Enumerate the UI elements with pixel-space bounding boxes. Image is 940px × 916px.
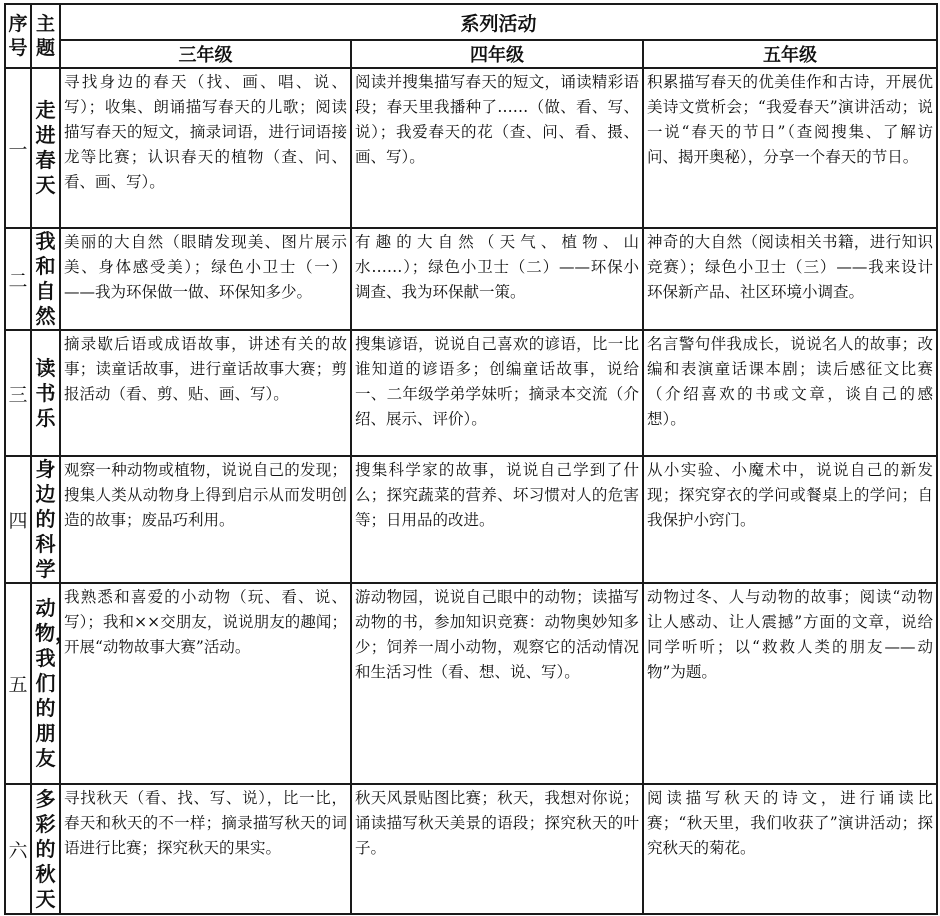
table-row	[5, 784, 937, 914]
cell-grade-4: 阅读并搜集描写春天的短文，诵读精彩语段；春天里我播种了……（做、看、写、说）；我爱春天的花（查、问、看、摄、画、写）。	[351, 68, 643, 228]
row-seq: 三	[5, 330, 31, 456]
row-theme: 走进春天	[31, 68, 60, 228]
cell-grade-5: 神奇的大自然（阅读相关书籍，进行知识竞赛）；绿色小卫士（三）——我来设计环保新产品、社区环境小调查。	[643, 228, 937, 330]
cell-grade-5: 积累描写春天的优美佳作和古诗，开展优美诗文赏析会；“我爱春天”演讲活动；说一说“春天的节日”（查阅搜集、了解访问、揭开奥秘），分享一个春天的节日。	[643, 68, 937, 228]
cell-grade-3: 我熟悉和喜爱的小动物（玩、看、说、写）；我和××交朋友，说说朋友的趣闻；开展“动物故事大赛”活动。	[60, 583, 351, 784]
row-theme: 动物，我们的朋友	[31, 583, 60, 784]
table-row	[5, 68, 937, 228]
grade-header-3: 三年级	[60, 40, 351, 68]
row-theme: 身边的科学	[31, 456, 60, 583]
cell-grade-4: 秋天风景贴图比赛；秋天，我想对你说；诵读描写秋天美景的语段；探究秋天的叶子。	[351, 784, 643, 914]
cell-grade-4: 搜集谚语，说说自己喜欢的谚语，比一比谁知道的谚语多；创编童话故事，说给一、二年级学弟学妹听；摘录本交流（介绍、展示、评价）。	[351, 330, 643, 456]
row-theme: 读书乐	[31, 330, 60, 456]
row-seq: 五	[5, 583, 31, 784]
cell-grade-5: 动物过冬、人与动物的故事；阅读“动物让人感动、让人震撼”方面的文章，说给同学听听；以“救救人类的朋友——动物”为题。	[643, 583, 937, 784]
series-header: 系列活动	[60, 4, 937, 40]
cell-grade-3: 美丽的大自然（眼睛发现美、图片展示美、身体感受美）；绿色小卫士（一）——我为环保做一做、环保知多少。	[60, 228, 351, 330]
table-row	[5, 228, 937, 330]
table-row	[5, 330, 937, 456]
cell-grade-4: 搜集科学家的故事，说说自己学到了什么；探究蔬菜的营养、坏习惯对人的危害等；日用品的改进。	[351, 456, 643, 583]
table-row	[5, 583, 937, 784]
cell-grade-5: 阅读描写秋天的诗文，进行诵读比赛；“秋天里，我们收获了”演讲活动；探究秋天的菊花。	[643, 784, 937, 914]
cell-grade-3: 寻找身边的春天（找、画、唱、说、写）；收集、朗诵描写春天的儿歌；阅读描写春天的短文，摘录词语，进行词语接龙等比赛；认识春天的植物（查、问、看、画、写）。	[60, 68, 351, 228]
theme-header: 主题	[31, 4, 60, 68]
cell-grade-4: 游动物园，说说自己眼中的动物；读描写动物的书，参加知识竞赛：动物奥妙知多少；饲养一周小动物，观察它的活动情况和生活习性（看、想、说、写）。	[351, 583, 643, 784]
activity-table	[4, 3, 938, 915]
header-row-grades	[5, 40, 937, 68]
header-row-top	[5, 4, 937, 40]
cell-grade-4: 有趣的大自然（天气、植物、山水……）；绿色小卫士（二）——环保小调查、我为环保献一策。	[351, 228, 643, 330]
row-seq: 一	[5, 68, 31, 228]
row-seq: 六	[5, 784, 31, 914]
grade-header-5: 五年级	[643, 40, 937, 68]
row-seq: 二	[5, 228, 31, 330]
row-seq: 四	[5, 456, 31, 583]
table-row	[5, 456, 937, 583]
cell-grade-3: 摘录歇后语或成语故事，讲述有关的故事；读童话故事，进行童话故事大赛；剪报活动（看、剪、贴、画、写）。	[60, 330, 351, 456]
row-theme: 我和自然	[31, 228, 60, 330]
cell-grade-3: 观察一种动物或植物，说说自己的发现；搜集人类从动物身上得到启示从而发明创造的故事；废品巧利用。	[60, 456, 351, 583]
cell-grade-5: 从小实验、小魔术中，说说自己的新发现；探究穿衣的学问或餐桌上的学问；自我保护小窍门。	[643, 456, 937, 583]
cell-grade-3: 寻找秋天（看、找、写、说），比一比，春天和秋天的不一样；摘录描写秋天的词语进行比赛；探究秋天的果实。	[60, 784, 351, 914]
row-theme: 多彩的秋天	[31, 784, 60, 914]
grade-header-4: 四年级	[351, 40, 643, 68]
cell-grade-5: 名言警句伴我成长，说说名人的故事；改编和表演童话课本剧；读后感征文比赛（介绍喜欢的书或文章，谈自己的感想）。	[643, 330, 937, 456]
seq-header: 序号	[5, 4, 31, 68]
